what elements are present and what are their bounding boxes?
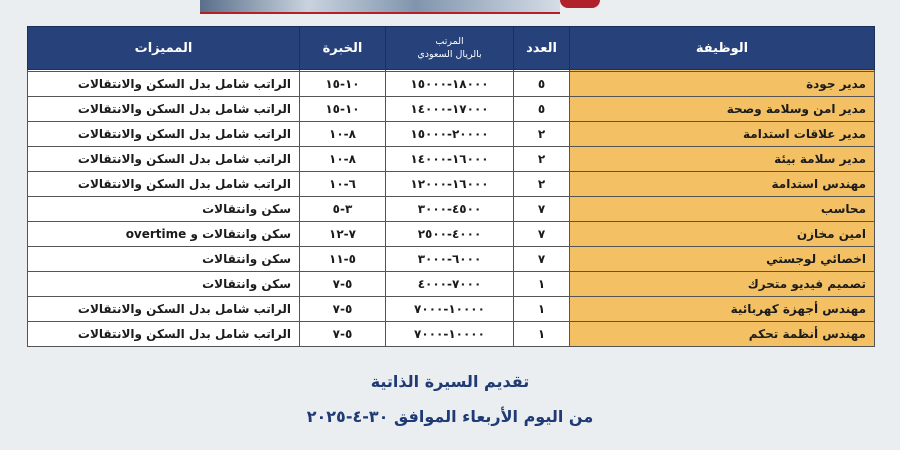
table-header-row — [28, 27, 875, 70]
header-count: العدد — [514, 27, 570, 70]
job-count: ٥ — [514, 72, 570, 97]
header-benefits: المميزات — [28, 27, 300, 70]
job-salary: ١٠٠٠٠-٧٠٠٠ — [386, 297, 514, 322]
job-count: ١ — [514, 297, 570, 322]
job-salary: ١٠٠٠٠-٧٠٠٠ — [386, 322, 514, 347]
job-title: امين مخازن — [570, 222, 875, 247]
job-title: مهندس استدامة — [570, 172, 875, 197]
header-salary — [386, 27, 514, 70]
job-experience: ٥-١١ — [300, 247, 386, 272]
job-experience: ٧-١٢ — [300, 222, 386, 247]
job-title: تصميم فيديو متحرك — [570, 272, 875, 297]
table-row — [28, 122, 875, 147]
job-benefits: الراتب شامل بدل السكن والانتقالات — [28, 172, 300, 197]
header-image-strip — [200, 0, 560, 14]
job-count: ٢ — [514, 147, 570, 172]
table-row — [28, 172, 875, 197]
job-salary: ٦٠٠٠-٣٠٠٠ — [386, 247, 514, 272]
start-date-line: من اليوم الأربعاء الموافق ٣٠-٤-٢٠٢٥ — [306, 407, 594, 426]
table-row — [28, 97, 875, 122]
job-benefits: سكن وانتقالات — [28, 247, 300, 272]
job-experience: ٥-٧ — [300, 297, 386, 322]
table-row — [28, 247, 875, 272]
table-row — [28, 147, 875, 172]
job-salary: ١٧٠٠٠-١٤٠٠٠ — [386, 97, 514, 122]
job-title: اخصائي لوجستي — [570, 247, 875, 272]
job-salary: ٢٠٠٠٠-١٥٠٠٠ — [386, 122, 514, 147]
job-salary: ٤٠٠٠-٢٥٠٠ — [386, 222, 514, 247]
job-salary: ١٨٠٠٠-١٥٠٠٠ — [386, 72, 514, 97]
header-experience: الخبرة — [300, 27, 386, 70]
job-salary: ١٦٠٠٠-١٢٠٠٠ — [386, 172, 514, 197]
job-count: ٧ — [514, 222, 570, 247]
job-count: ١ — [514, 272, 570, 297]
job-benefits: الراتب شامل بدل السكن والانتقالات — [28, 72, 300, 97]
job-title: مدير علاقات استدامة — [570, 122, 875, 147]
header-salary-sub: بالريال السعودي — [417, 49, 482, 60]
job-salary: ٤٥٠٠-٣٠٠٠ — [386, 197, 514, 222]
table-row — [28, 297, 875, 322]
job-experience: ١٠-١٥ — [300, 72, 386, 97]
job-count: ٧ — [514, 247, 570, 272]
job-salary: ١٦٠٠٠-١٤٠٠٠ — [386, 147, 514, 172]
job-title: مهندس أنظمة تحكم — [570, 322, 875, 347]
job-count: ٥ — [514, 97, 570, 122]
table-row — [28, 197, 875, 222]
cv-submission-heading: تقديم السيرة الذاتية — [370, 372, 530, 391]
job-experience: ٨-١٠ — [300, 147, 386, 172]
job-count: ٧ — [514, 197, 570, 222]
job-benefits: الراتب شامل بدل السكن والانتقالات — [28, 147, 300, 172]
job-title: محاسب — [570, 197, 875, 222]
job-count: ٢ — [514, 122, 570, 147]
job-experience: ٦-١٠ — [300, 172, 386, 197]
header-accent — [560, 0, 600, 8]
table-row — [28, 272, 875, 297]
job-experience: ٥-٧ — [300, 322, 386, 347]
table-row — [28, 72, 875, 97]
job-benefits: الراتب شامل بدل السكن والانتقالات — [28, 122, 300, 147]
job-experience: ٥-٧ — [300, 272, 386, 297]
job-benefits: سكن وانتقالات و overtime — [28, 222, 300, 247]
job-benefits: الراتب شامل بدل السكن والانتقالات — [28, 97, 300, 122]
job-benefits: سكن وانتقالات — [28, 272, 300, 297]
job-salary: ٧٠٠٠-٤٠٠٠ — [386, 272, 514, 297]
header-salary-label: المرتب — [435, 36, 464, 47]
job-experience: ٨-١٠ — [300, 122, 386, 147]
table-row — [28, 222, 875, 247]
job-title: مدير سلامة بيئة — [570, 147, 875, 172]
job-title: مدير امن وسلامة وصحة — [570, 97, 875, 122]
job-title: مدير جودة — [570, 72, 875, 97]
jobs-table — [27, 26, 875, 347]
header-job: الوظيفة — [570, 27, 875, 70]
job-benefits: سكن وانتقالات — [28, 197, 300, 222]
job-title: مهندس أجهزة كهربائية — [570, 297, 875, 322]
job-benefits: الراتب شامل بدل السكن والانتقالات — [28, 322, 300, 347]
job-experience: ١٠-١٥ — [300, 97, 386, 122]
table-row — [28, 322, 875, 347]
job-benefits: الراتب شامل بدل السكن والانتقالات — [28, 297, 300, 322]
job-experience: ٣-٥ — [300, 197, 386, 222]
job-count: ٢ — [514, 172, 570, 197]
job-count: ١ — [514, 322, 570, 347]
